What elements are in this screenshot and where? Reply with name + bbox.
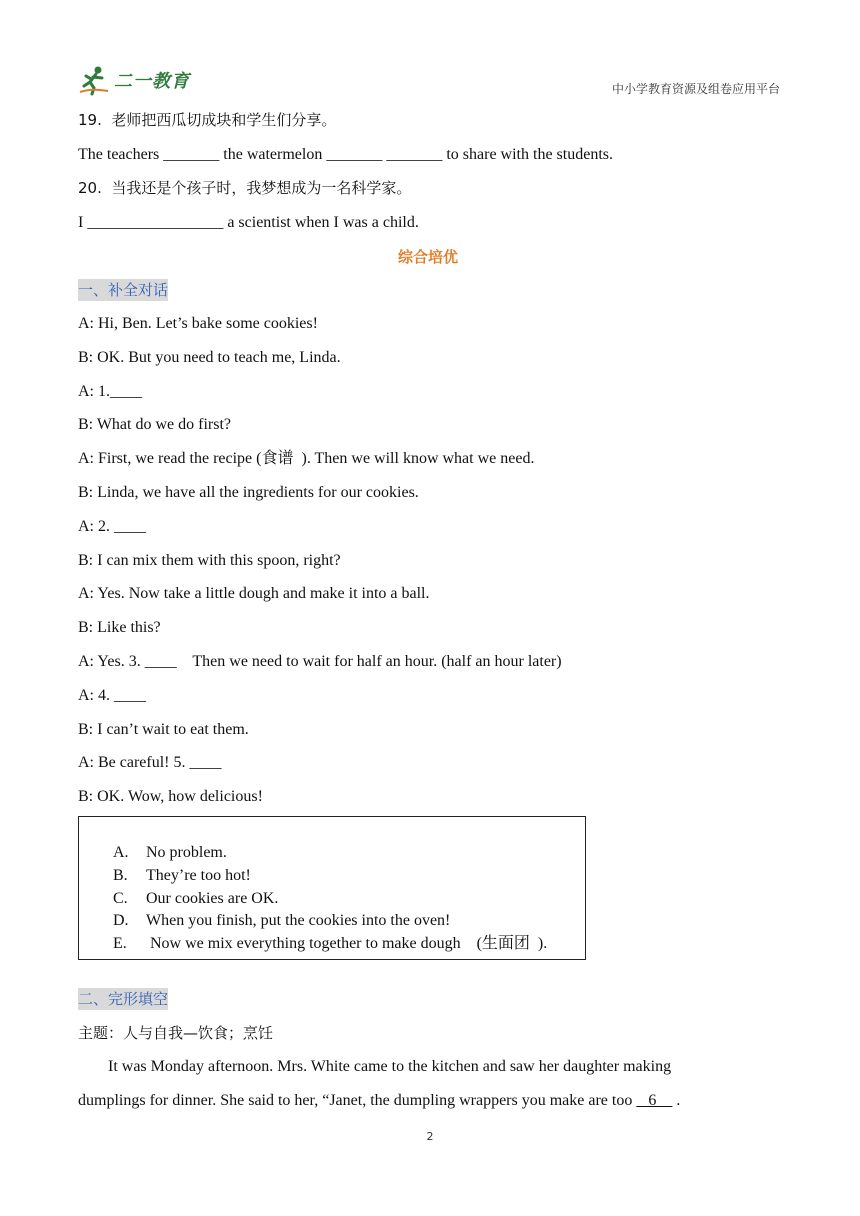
option-e <box>89 914 547 974</box>
option-letter: C. <box>113 890 128 907</box>
dialogue-line: B: Linda, we have all the ingredients for our cookies. <box>78 484 419 501</box>
dialogue-line: A: 2. ____ <box>78 518 146 535</box>
dialogue-line: A: Yes. 3. ____ Then we need to wait for half an hour. (half an hour later) <box>78 653 562 670</box>
logo-text: 二一教育 <box>114 71 190 92</box>
part2-heading: 二、完形填空 <box>78 990 169 1008</box>
passage-line: It was Monday afternoon. Mrs. White came to the kitchen and saw her daughter making <box>108 1058 672 1075</box>
dialogue-line: B: I can mix them with this spoon, right? <box>78 552 341 569</box>
dialogue-line: B: Like this? <box>78 619 161 636</box>
option-text: When you finish, put the cookies into the oven! <box>146 912 451 929</box>
section-title: 综合培优 <box>397 248 458 266</box>
runner-logo-icon <box>78 64 110 96</box>
option-letter: B. <box>113 867 128 884</box>
blank-6: 6 <box>636 1092 673 1109</box>
passage-text: . <box>672 1092 681 1109</box>
q20-english: I _________________ a scientist when I was a child. <box>78 214 419 231</box>
dialogue-line: A: 1.____ <box>78 383 142 400</box>
dialogue-line: A: First, we read the recipe (食谱 ). Then we will know what we need. <box>78 450 535 467</box>
option-text: No problem. <box>146 844 227 861</box>
dialogue-line: A: Be careful! 5. ____ <box>78 754 222 771</box>
q20-chinese: 20. 当我还是个孩子时，我梦想成为一名科学家。 <box>78 179 412 197</box>
dialogue-line: B: What do we do first? <box>78 416 232 433</box>
passage-line <box>78 1091 680 1111</box>
option-text: Now we mix everything together to make dough (生面团 ). <box>146 935 548 952</box>
dialogue-line: B: I can’t wait to eat them. <box>78 721 249 738</box>
dialogue-line: B: OK. Wow, how delicious! <box>78 788 263 805</box>
q19-chinese: 19. 老师把西瓜切成块和学生们分享。 <box>78 111 337 129</box>
page-number: 2 <box>426 1130 434 1143</box>
options-box <box>78 816 586 960</box>
part1-heading: 一、补全对话 <box>78 281 169 299</box>
part2-theme: 主题：人与自我—饮食；烹饪 <box>78 1024 274 1042</box>
option-text: They’re too hot! <box>146 867 251 884</box>
dialogue-line: A: Hi, Ben. Let’s bake some cookies! <box>78 315 318 332</box>
option-letter: D. <box>113 912 129 929</box>
dialogue-line: A: 4. ____ <box>78 687 146 704</box>
dialogue-line: A: Yes. Now take a little dough and make it into a ball. <box>78 585 430 602</box>
page-header <box>0 0 860 104</box>
option-letter: A. <box>113 844 129 861</box>
passage-text: dumplings for dinner. She said to her, “Janet, the dumpling wrappers you make are too <box>78 1092 637 1109</box>
dialogue-line: B: OK. But you need to teach me, Linda. <box>78 349 341 366</box>
option-letter: E. <box>113 935 127 952</box>
logo <box>78 64 190 96</box>
q19-english: The teachers _______ the watermelon _______ _______ to share with the students. <box>78 146 613 163</box>
option-text: Our cookies are OK. <box>146 890 279 907</box>
platform-name: 中小学教育资源及组卷应用平台 <box>611 82 780 96</box>
